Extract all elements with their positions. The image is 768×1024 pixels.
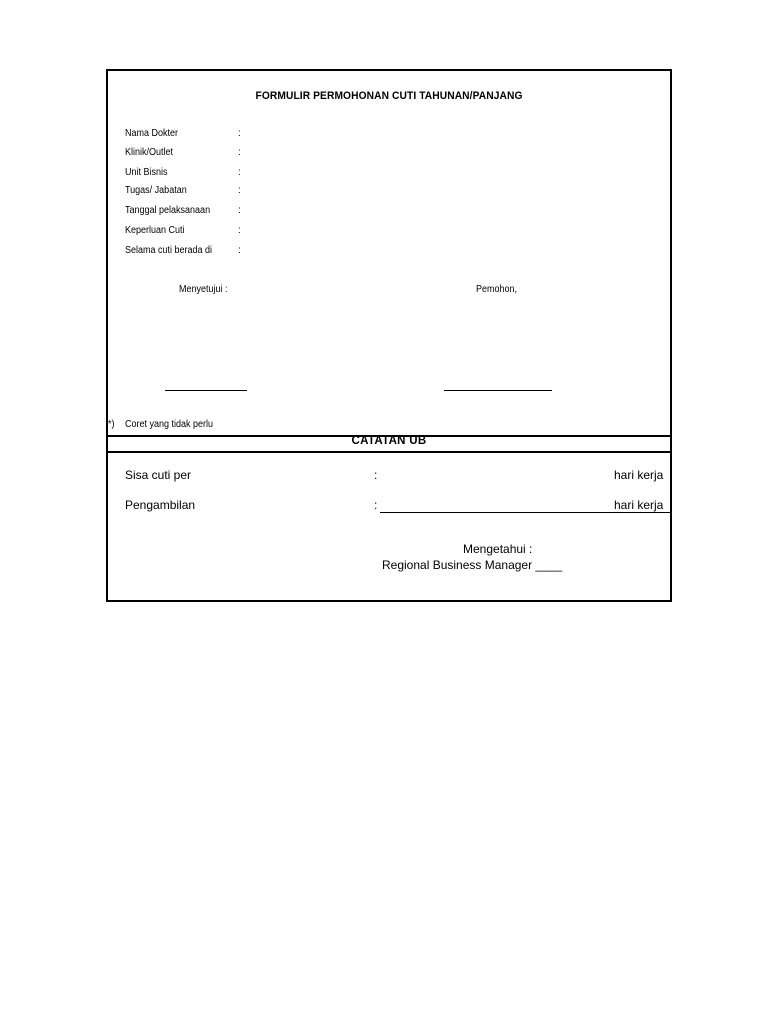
field-colon: :	[238, 185, 241, 196]
pengambilan-label: Pengambilan	[125, 498, 196, 512]
form-title: FORMULIR PERMOHONAN CUTI TAHUNAN/PANJANG	[255, 90, 523, 102]
approver-label: Menyetujui :	[179, 284, 228, 295]
field-colon: :	[238, 205, 241, 216]
section-divider	[108, 451, 670, 453]
sisa-cuti-unit: hari kerja	[614, 468, 664, 482]
field-label-tugas-jabatan: Tugas/ Jabatan	[125, 185, 187, 196]
leave-request-form	[106, 69, 672, 602]
pengambilan-line	[380, 512, 672, 513]
field-colon: :	[238, 245, 241, 256]
field-colon: :	[238, 167, 241, 178]
field-colon: :	[238, 128, 241, 139]
acknowledged-label: Mengetahui :	[463, 542, 533, 556]
sisa-cuti-colon: :	[374, 468, 378, 482]
field-label-tanggal-pelaksanaan: Tanggal pelaksanaan	[125, 205, 211, 216]
field-colon: :	[238, 225, 241, 236]
field-colon: :	[238, 147, 241, 158]
sisa-cuti-label: Sisa cuti per	[125, 468, 192, 482]
note-text: Coret yang tidak perlu	[125, 419, 214, 430]
applicant-signature-line	[444, 390, 552, 391]
applicant-label: Pemohon,	[476, 284, 518, 295]
field-label-selama-cuti: Selama cuti berada di	[125, 245, 213, 256]
field-label-unit-bisnis: Unit Bisnis	[125, 167, 168, 178]
note-marker: *)	[108, 419, 115, 430]
field-label-klinik-outlet: Klinik/Outlet	[125, 147, 174, 158]
approver-signature-line	[165, 390, 247, 391]
catatan-ub-title: CATATAN UB	[351, 435, 427, 447]
pengambilan-unit: hari kerja	[614, 498, 664, 512]
field-label-keperluan-cuti: Keperluan Cuti	[125, 225, 185, 236]
field-label-nama-dokter: Nama Dokter	[125, 128, 179, 139]
manager-label: Regional Business Manager ____	[382, 558, 563, 572]
pengambilan-colon: :	[374, 498, 378, 512]
